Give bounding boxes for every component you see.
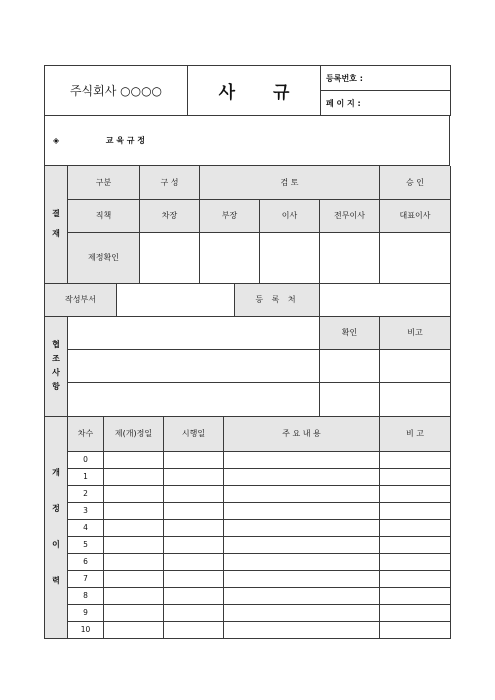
revision-number: 0: [68, 451, 104, 468]
history-remarks-field[interactable]: [380, 451, 451, 468]
effective-date-field[interactable]: [164, 451, 224, 468]
revision-number-header: 차수: [68, 417, 104, 451]
confirm-field[interactable]: [320, 383, 380, 417]
revision-date-field[interactable]: [104, 553, 164, 570]
effective-date-field[interactable]: [164, 536, 224, 553]
content-field[interactable]: [224, 553, 380, 570]
remarks-header: 비고: [380, 317, 451, 350]
approval-side-label: 결 재: [45, 166, 68, 283]
effective-date-field[interactable]: [164, 468, 224, 485]
history-remarks-field[interactable]: [380, 519, 451, 536]
revision-date-field[interactable]: [104, 621, 164, 638]
position-manager: 부장: [200, 199, 260, 232]
company-name: 주식회사 ○○○○: [45, 66, 188, 116]
signature-box[interactable]: [320, 232, 380, 283]
registration-number-label: 등록번호 :: [321, 66, 451, 91]
position-deputy-manager: 차장: [140, 199, 200, 232]
regulation-form: [44, 65, 450, 636]
effective-date-field[interactable]: [164, 621, 224, 638]
revision-number: 4: [68, 519, 104, 536]
revision-date-field[interactable]: [104, 570, 164, 587]
main-content-header: 주 요 내 용: [224, 417, 380, 451]
document-title: 사 규: [188, 66, 321, 116]
registration-place-field[interactable]: [320, 284, 451, 317]
signature-box[interactable]: [380, 232, 451, 283]
revision-number: 5: [68, 536, 104, 553]
registration-place-label: 등 록 처: [235, 284, 320, 317]
approval-approve-header: 승 인: [380, 166, 451, 199]
cooperation-side-label: 협 조 사 항: [45, 317, 68, 417]
remarks-field[interactable]: [380, 383, 451, 417]
position-director: 이사: [260, 199, 320, 232]
content-field[interactable]: [224, 451, 380, 468]
subject-title: 교 육 규 정: [105, 136, 145, 145]
effective-date-field[interactable]: [164, 570, 224, 587]
approval-review-header: 검 토: [200, 166, 380, 199]
history-remarks-field[interactable]: [380, 536, 451, 553]
writing-department-label: 작성부서: [45, 284, 117, 317]
content-field[interactable]: [224, 502, 380, 519]
content-field[interactable]: [224, 468, 380, 485]
position-label: 직책: [68, 199, 140, 232]
history-remarks-field[interactable]: [380, 621, 451, 638]
revision-number: 8: [68, 587, 104, 604]
effective-date-field[interactable]: [164, 587, 224, 604]
approval-category-header: 구분: [68, 166, 140, 199]
revision-number: 3: [68, 502, 104, 519]
approval-table: [44, 166, 451, 284]
revision-side-label: 개 정 이 력: [45, 417, 68, 638]
signature-box[interactable]: [140, 232, 200, 283]
subject-table: [44, 116, 450, 166]
revision-number: 2: [68, 485, 104, 502]
revision-number: 10: [68, 621, 104, 638]
department-table: [44, 284, 451, 317]
revision-number: 7: [68, 570, 104, 587]
position-ceo: 대표이사: [380, 199, 451, 232]
revision-date-field[interactable]: [104, 519, 164, 536]
history-remarks-field[interactable]: [380, 485, 451, 502]
confirm-header: 확인: [320, 317, 380, 350]
effective-date-field[interactable]: [164, 604, 224, 621]
revision-date-field[interactable]: [104, 502, 164, 519]
content-field[interactable]: [224, 485, 380, 502]
history-remarks-field[interactable]: [380, 587, 451, 604]
history-remarks-field[interactable]: [380, 553, 451, 570]
cooperation-field[interactable]: [68, 317, 320, 350]
history-remarks-field[interactable]: [380, 604, 451, 621]
position-executive-director: 전무이사: [320, 199, 380, 232]
revision-number: 6: [68, 553, 104, 570]
diamond-bullet-icon: ◈: [53, 136, 60, 145]
header-table: [44, 65, 451, 116]
history-remarks-header: 비 고: [380, 417, 451, 451]
content-field[interactable]: [224, 536, 380, 553]
history-remarks-field[interactable]: [380, 570, 451, 587]
revision-date-field[interactable]: [104, 587, 164, 604]
revision-date-header: 제(개)정일: [104, 417, 164, 451]
establishment-confirm-label: 제정확인: [68, 232, 140, 283]
effective-date-header: 시행일: [164, 417, 224, 451]
content-field[interactable]: [224, 587, 380, 604]
page-number-label: 페 이 지 :: [321, 91, 451, 116]
revision-date-field[interactable]: [104, 485, 164, 502]
effective-date-field[interactable]: [164, 553, 224, 570]
content-field[interactable]: [224, 604, 380, 621]
signature-box[interactable]: [260, 232, 320, 283]
revision-date-field[interactable]: [104, 536, 164, 553]
cooperation-field[interactable]: [68, 383, 320, 417]
content-field[interactable]: [224, 570, 380, 587]
signature-box[interactable]: [200, 232, 260, 283]
history-remarks-field[interactable]: [380, 502, 451, 519]
confirm-field[interactable]: [320, 350, 380, 383]
writing-department-field[interactable]: [117, 284, 235, 317]
revision-date-field[interactable]: [104, 468, 164, 485]
effective-date-field[interactable]: [164, 502, 224, 519]
history-remarks-field[interactable]: [380, 468, 451, 485]
content-field[interactable]: [224, 519, 380, 536]
effective-date-field[interactable]: [164, 485, 224, 502]
revision-number: 1: [68, 468, 104, 485]
revision-date-field[interactable]: [104, 604, 164, 621]
remarks-field[interactable]: [380, 350, 451, 383]
cooperation-field[interactable]: [68, 350, 320, 383]
effective-date-field[interactable]: [164, 519, 224, 536]
revision-history-table: [44, 417, 451, 639]
content-field[interactable]: [224, 621, 380, 638]
subject-cell: [45, 116, 450, 166]
revision-date-field[interactable]: [104, 451, 164, 468]
approval-compose-header: 구 성: [140, 166, 200, 199]
cooperation-table: [44, 317, 451, 418]
revision-number: 9: [68, 604, 104, 621]
